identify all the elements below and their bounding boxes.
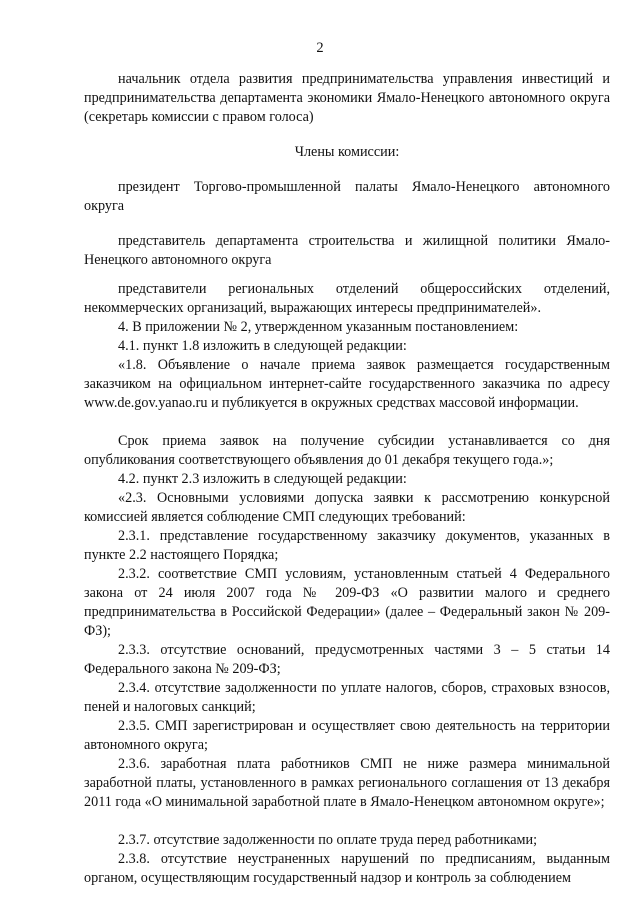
member-construction-dept: представитель департамента строительства и жилищной политики Ямало-Ненецкого автономного округа: [84, 233, 610, 268]
item-2-3-2: 2.3.2. соответствие СМП условиям, установленным статьей 4 Федерального закона от 24 июля 2007 года № 209-ФЗ «О развитии малого и среднего предпринимательства в Российской Федерации» (далее – Федеральный закон № 209-ФЗ);: [84, 566, 610, 639]
page-number: 2: [316, 40, 324, 56]
item-2-3-8: 2.3.8. отсутствие неустраненных нарушений по предписаниям, выданным органом, осуществляющим государственный надзор и контроль за соблюдением: [84, 851, 610, 886]
member-chamber-president: президент Торгово-промышленной палаты Ямало-Ненецкого автономного округа: [84, 179, 610, 214]
item-deadline: Срок приема заявок на получение субсидии устанавливается со дня опубликования соответствующего объявления до 01 декабря текущего года.»;: [84, 433, 610, 468]
item-1-8: «1.8. Объявление о начале приема заявок размещается государственным заказчиком на официальном интернет-сайте государственного заказчика по адресу www.de.gov.yanao.ru и публикуется в окружных средствах массовой информации.: [84, 357, 610, 411]
item-2-3-5: 2.3.5. СМП зарегистрирован и осуществляет свою деятельность на территории автономного округа;: [84, 718, 610, 753]
secretary-paragraph: начальник отдела развития предпринимательства управления инвестиций и предпринимательства департамента экономики Ямало-Ненецкого автономного округа (секретарь комиссии с правом голоса): [84, 71, 610, 125]
item-2-3-4: 2.3.4. отсутствие задолженности по уплате налогов, сборов, страховых взносов, пеней и налоговых санкций;: [84, 680, 610, 715]
item-4: 4. В приложении № 2, утвержденном указанным постановлением:: [118, 319, 519, 335]
item-2-3-6: 2.3.6. заработная плата работников СМП не ниже размера минимальной заработной платы, установленного в рамках регионального соглашения от 13 декабря 2011 года «О минимальной заработной плате в Ямало-Ненецком автономном округе»;: [84, 756, 610, 810]
item-2-3-7: 2.3.7. отсутствие задолженности по оплате труда перед работниками;: [118, 832, 538, 848]
member-regional-representatives: представители региональных отделений общероссийских отделений, некоммерческих организаций, выражающих интересы предпринимателей».: [84, 281, 610, 316]
item-2-3-3: 2.3.3. отсутствие оснований, предусмотренных частями 3 – 5 статьи 14 Федерального закона № 209-ФЗ;: [84, 642, 610, 677]
item-4-1: 4.1. пункт 1.8 изложить в следующей редакции:: [118, 338, 407, 354]
item-2-3: «2.3. Основными условиями допуска заявки к рассмотрению конкурсной комиссией является соблюдение СМП следующих требований:: [84, 490, 610, 525]
commission-members-heading: Члены комиссии:: [294, 144, 400, 160]
item-4-2: 4.2. пункт 2.3 изложить в следующей редакции:: [118, 471, 407, 487]
item-2-3-1: 2.3.1. представление государственному заказчику документов, указанных в пункте 2.2 настоящего Порядка;: [84, 528, 610, 563]
